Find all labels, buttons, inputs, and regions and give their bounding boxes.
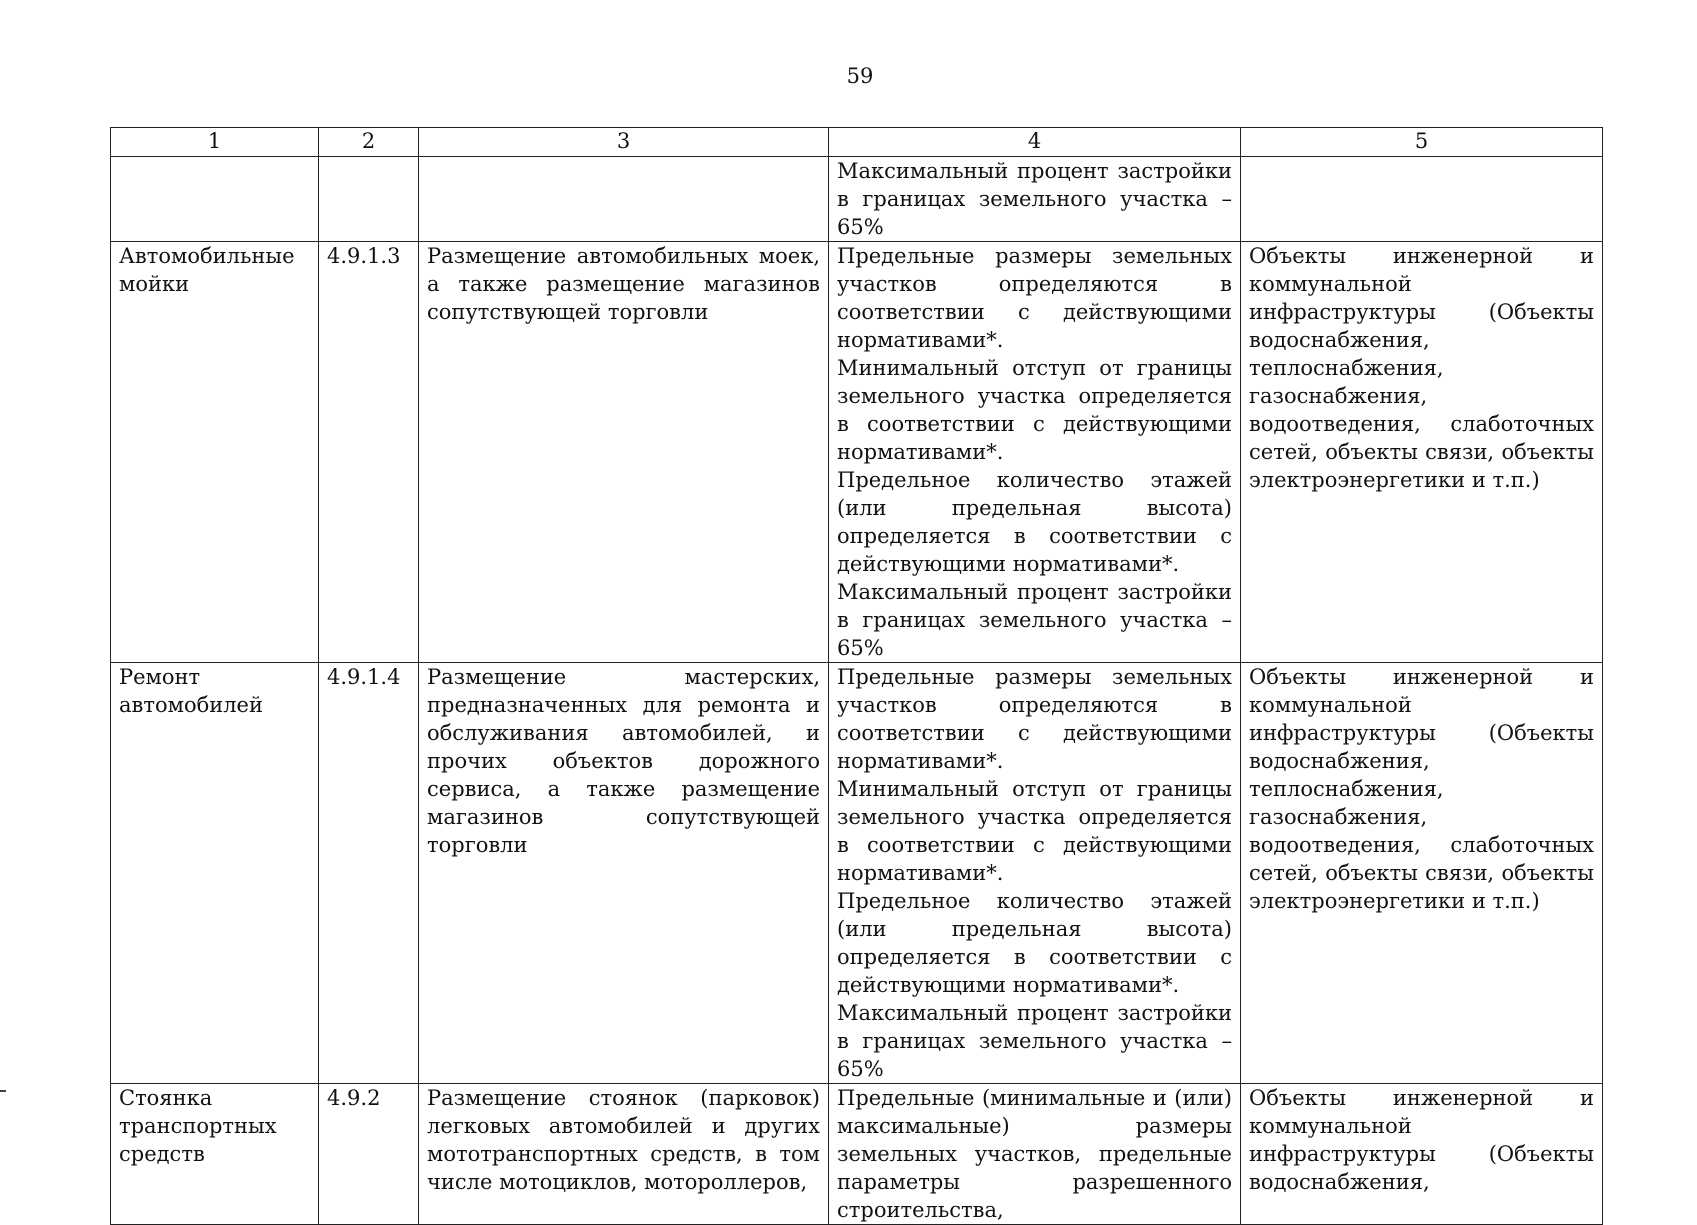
- use-name-cell: Ремонт автомобилей: [111, 663, 319, 1084]
- use-name-cell: Автомобильные мойки: [111, 242, 319, 663]
- auxiliary-uses-cell: Объекты инженерной и коммунальной инфраструктуры (Объекты водоснабжения, теплоснабжения, газоснабжения, водоотведения, слаботочных сетей, объекты связи, объекты электроэнергетики и т.п.): [1241, 663, 1603, 1084]
- empty-cell: [419, 157, 829, 242]
- header-cell-1: 1: [111, 128, 319, 157]
- land-use-table: [110, 127, 1603, 1225]
- margin-mark: [0, 1090, 6, 1092]
- page-number: 59: [846, 64, 874, 88]
- parameters-cell: [829, 663, 1241, 1084]
- parameter-text: Предельное количество этажей (или предельная высота) определяется в соответствии с действующими нормативами*.: [837, 889, 1232, 997]
- empty-cell: [319, 157, 419, 242]
- header-cell-2: 2: [319, 128, 419, 157]
- empty-cell: [1241, 157, 1603, 242]
- description-cell: Размещение стоянок (парковок) легковых автомобилей и других мототранспортных средств, в том числе мотоциклов, мотороллеров,: [419, 1084, 829, 1225]
- table-row: [111, 1084, 1603, 1225]
- table-row: [111, 663, 1603, 1084]
- empty-cell: [111, 157, 319, 242]
- header-cell-4: 4: [829, 128, 1241, 157]
- auxiliary-uses-cell: Объекты инженерной и коммунальной инфраструктуры (Объекты водоснабжения,: [1241, 1084, 1603, 1225]
- parameter-text: Предельные размеры земельных участков определяются в соответствии с действующими нормативами*.: [837, 665, 1232, 773]
- parameter-text: Предельные (минимальные и (или) максимальные) размеры земельных участков, предельные параметры разрешенного строительства,: [837, 1086, 1232, 1222]
- continuation-row: [111, 157, 1603, 242]
- auxiliary-uses-cell: Объекты инженерной и коммунальной инфраструктуры (Объекты водоснабжения, теплоснабжения, газоснабжения, водоотведения, слаботочных сетей, объекты связи, объекты электроэнергетики и т.п.): [1241, 242, 1603, 663]
- use-name-cell: Стоянка транспортных средств: [111, 1084, 319, 1225]
- parameter-text: Минимальный отступ от границы земельного участка определяется в соответствии с действующими нормативами*.: [837, 356, 1232, 464]
- parameter-text: Минимальный отступ от границы земельного участка определяется в соответствии с действующими нормативами*.: [837, 777, 1232, 885]
- header-cell-3: 3: [419, 128, 829, 157]
- parameter-text: Максимальный процент застройки в границах земельного участка – 65%: [837, 580, 1232, 660]
- use-code-cell: 4.9.1.3: [319, 242, 419, 663]
- table-row: [111, 242, 1603, 663]
- parameter-text: Предельные размеры земельных участков определяются в соответствии с действующими нормативами*.: [837, 244, 1232, 352]
- parameter-text: Предельное количество этажей (или предельная высота) определяется в соответствии с действующими нормативами*.: [837, 468, 1232, 576]
- use-code-cell: 4.9.1.4: [319, 663, 419, 1084]
- description-cell: Размещение мастерских, предназначенных для ремонта и обслуживания автомобилей, и прочих объектов дорожного сервиса, а также размещение магазинов сопутствующей торговли: [419, 663, 829, 1084]
- parameter-text: Максимальный процент застройки в границах земельного участка – 65%: [837, 159, 1232, 239]
- use-code-cell: 4.9.2: [319, 1084, 419, 1225]
- description-cell: Размещение автомобильных моек, а также размещение магазинов сопутствующей торговли: [419, 242, 829, 663]
- parameters-cell: [829, 1084, 1241, 1225]
- table-header-row: [111, 128, 1603, 157]
- parameters-cell: [829, 242, 1241, 663]
- header-cell-5: 5: [1241, 128, 1603, 157]
- parameters-cell: [829, 157, 1241, 242]
- parameter-text: Максимальный процент застройки в границах земельного участка – 65%: [837, 1001, 1232, 1081]
